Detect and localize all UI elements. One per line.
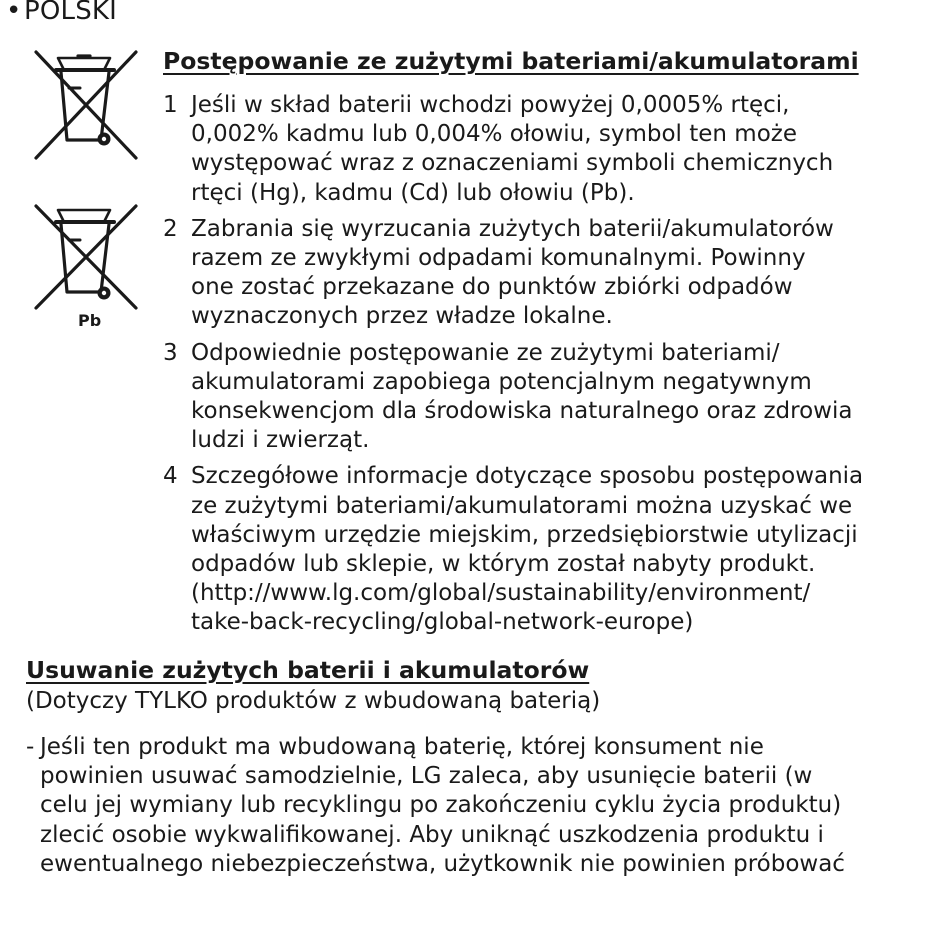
item-number: 2 [163, 215, 178, 242]
removal-text: Jeśli ten produkt ma wbudowaną baterię, której konsument nie powinien usuwać samodzielnie, LG zaleca, aby usunięcie baterii (w celu jej wymiany lub recyklingu po zakończeniu cyklu życia produktu) zlecić osobie wykwalifikowanej. Aby uniknąć uszkodzenia produktu i ewentualnego niebezpieczeństwa, użytkownik nie powinien próbować [40, 734, 845, 877]
language-label: POLSKI [24, 0, 118, 26]
item-text: Jeśli w skład baterii wchodzi powyżej 0,0005% rtęci, 0,002% kadmu lub 0,004% ołowiu, symbol ten może występować wraz z oznaczeniami symboli chemicznych rtęci (Hg), kadmu (Cd) lub ołowiu (Pb). [191, 92, 834, 206]
item-text: Szczegółowe informacje dotyczące sposobu postępowania ze zużytymi bateriami/akumulatorami można uzyskać we właściwym urzędzie miejskim, przedsiębiorstwie utylizacji odpadów lub sklepie, w którym został nabyty produkt. (http://www.lg.com/global/sustainability/environment/ take-back-recycling/global-network-europe) [191, 463, 864, 636]
language-heading [6, 0, 117, 28]
removal-list-item [26, 733, 936, 879]
list-item [163, 215, 943, 332]
batteries-section-title: Postępowanie ze zużytymi bateriami/akumulatorami [163, 47, 859, 75]
item-text: Odpowiednie postępowanie ze zużytymi bateriami/ akumulatorami zapobiega potencjalnym negatywnym konsekwencjom dla środowiska naturalnego oraz zdrowia ludzi i zwierząt. [191, 339, 853, 454]
batteries-list [163, 91, 943, 645]
crossed-out-wheelie-bin-pb-icon [34, 204, 138, 310]
dash-marker: - [26, 734, 35, 760]
item-number: 1 [163, 92, 178, 118]
bullet: • [6, 0, 22, 26]
removal-section-title: Usuwanie zużytych baterii i akumulatorów [26, 656, 590, 684]
crossed-out-wheelie-bin-icon [34, 48, 138, 162]
list-item [163, 339, 943, 456]
item-number: 3 [163, 339, 178, 366]
item-number: 4 [163, 463, 178, 490]
list-item [163, 91, 943, 208]
removal-section-subtitle: (Dotyczy TYLKO produktów z wbudowaną baterią) [26, 688, 601, 714]
list-item [163, 462, 943, 637]
crossed-out-wheelie-bin-pb-icon-group [34, 204, 138, 332]
item-text: Zabrania się wyrzucania zużytych baterii/akumulatorów razem ze zwykłymi odpadami komunalnymi. Powinny one zostać przekazane do punktów zbiórki odpadów wyznaczonych przez władze lokalne. [191, 215, 834, 330]
pb-caption: Pb [78, 311, 102, 330]
